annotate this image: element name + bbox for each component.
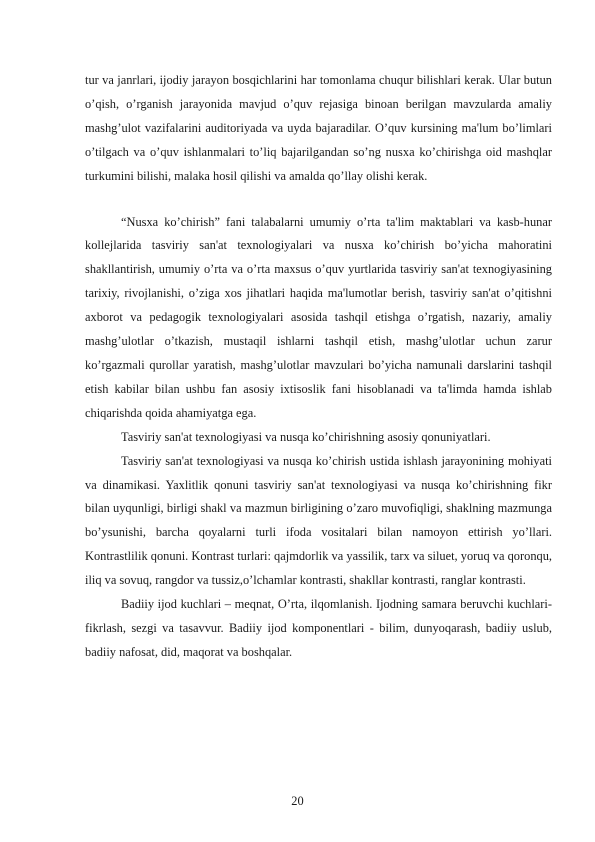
paragraph-continuation: tur va janrlari, ijodiy jarayon bosqichlarini har tomonlama chuqur bilishlari kerak. Ular butun o’qish, o’rganish jarayonida mavjud o’quv rejasiga binoan berilgan mavzularda amaliy mashg’ulot vazifalarini auditoriyada va uyda bajaradilar. O’quv kursining ma'lum bo’limlari o’tilgach va o’quv ishlanmalari to’liq bajarilgandan so’ng nusxa ko’chirishga oid mashqlar turkumini bilishi, malaka hosil qilishi va amalda qo’llay olishi kerak. [85,73,552,183]
paragraph-course-description: “Nusxa ko’chirish” fani talabalarni umumiy o’rta ta'lim maktablari va kasb-hunar kollejlarida tasviriy san'at texnologiyalari va nusxa ko’chirish bo’yicha mahoratini shakllantirish, umumiy o’rta va o’rta maxsus o’quv yurtlarida tasviriy san'at texnogiyasining tarixiy, rivojlanishi, o’ziga xos jihatlari haqida ma'lumotlar berish, tasviriy san'at o’qitishni axborot va pedagogik texnologiyalari asosida tashqil etishga o’rgatish, nazariy, amaliy mashg’ulotlar o’tkazish, mustaqil ishlarni tashqil etish, mashg’ulotlar uchun zarur ko’rgazmali qurollar yaratish, mashg’ulotlar mavzulari bo’yicha namunali darslarini tashqil etish kabilar bilan ushbu fan asosiy ixtisoslik fani hisoblanadi va ta'limda hamda ishlab chiqarishda qoida ahamiyatga ega. [85,214,552,420]
body-text [85,69,552,665]
paragraph-section-heading: Tasviriy san'at texnologiyasi va nusqa ko’chirishning asosiy qonuniyatlari. [121,429,491,444]
paragraph-laws: Tasviriy san'at texnologiyasi va nusqa ko’chirish ustida ishlash jarayonining mohiyati va dinamikasi. Yaxlitlik qonuni tasviriy san'at texnologiyasi va nusqa ko’chirishning fikr bilan uyqunligi, birligi shakl va mazmun birligining o’zaro muvofiqligi, shaklning mazmunga bo’ysunishi, barcha qoyalarni turli ifoda vositalari bilan namoyon ettirish yo’llari. Kontrastlilik qonuni. Kontrast turlari: qajmdorlik va yassilik, tarx va siluet, yoruq va qoronqu, iliq va sovuq, rangdor va tussiz,o’lchamlar kontrasti, shakllar kontrasti, ranglar kontrasti. [85,453,552,588]
paragraph-creative-forces: Badiiy ijod kuchlari – meqnat, O’rta, ilqomlanish. Ijodning samara beruvchi kuchlari- fikrlash, sezgi va tasavvur. Badiiy ijod komponentlari - bilim, dunyoqarash, badiiy uslub, badiiy nafosat, did, maqorat va boshqalar. [85,597,552,659]
page-number: 20 [291,794,304,808]
